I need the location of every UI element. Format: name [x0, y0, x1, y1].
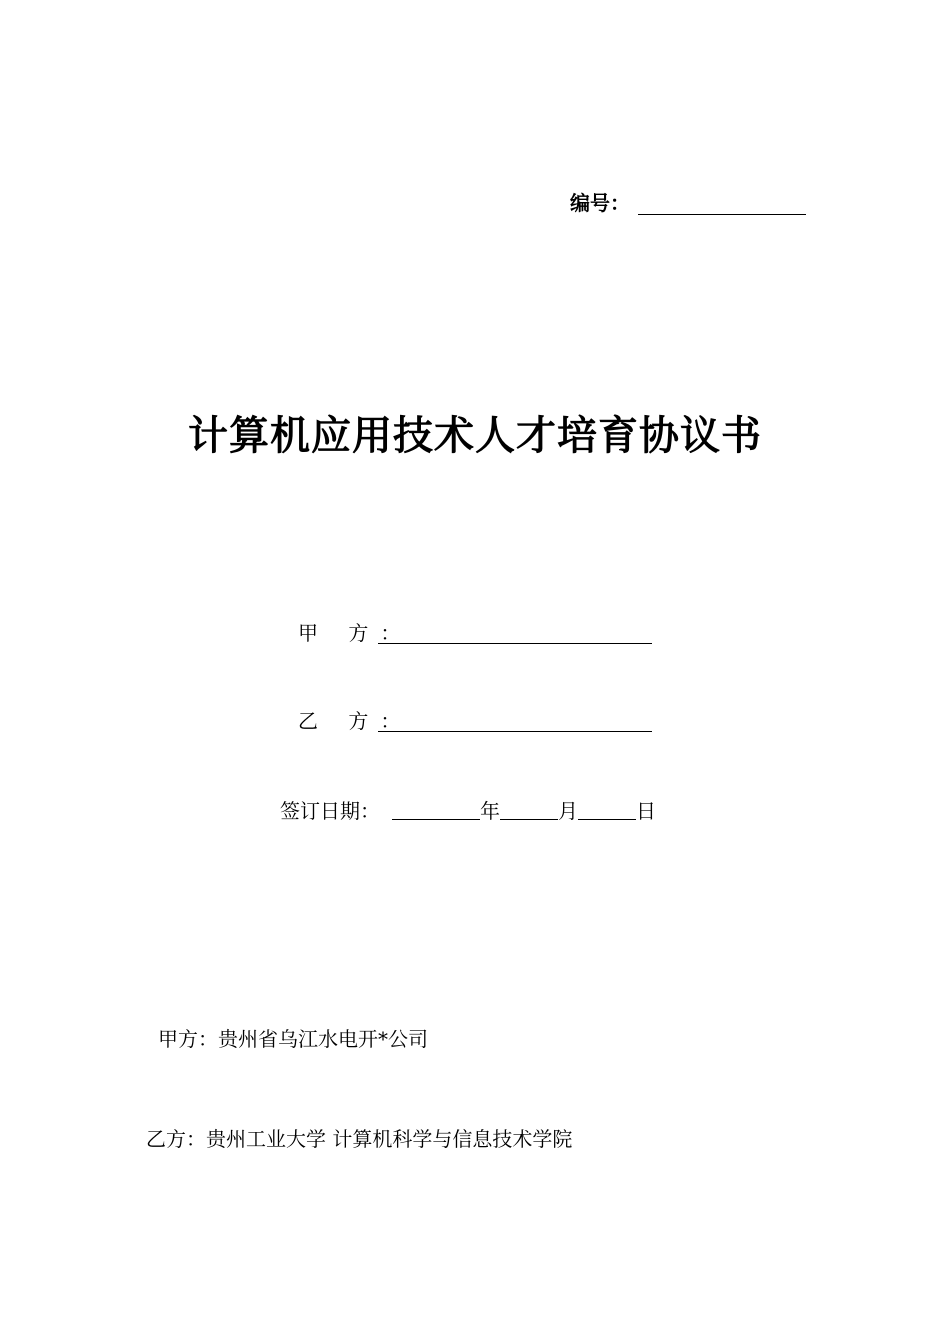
day-label: 日 [636, 799, 656, 823]
year-label: 年 [480, 799, 500, 823]
year-blank [392, 797, 480, 820]
sign-date-label: 签订日期： [280, 799, 380, 823]
party-a-label: 甲 方： [298, 621, 413, 645]
day-blank [578, 797, 636, 820]
party-b-detail: 乙方：贵州工业大学 计算机科学与信息技术学院 [146, 1127, 573, 1151]
party-b-label: 乙 方： [298, 709, 413, 733]
sign-date-row [280, 796, 656, 826]
party-a-detail: 甲方：贵州省乌江水电开*公司 [158, 1027, 428, 1051]
month-label: 月 [558, 799, 578, 823]
document-number-label: 编号： [570, 191, 630, 215]
party-a-blank [378, 643, 652, 644]
month-blank [500, 797, 558, 820]
document-title: 计算机应用技术人才培育协议书 [188, 413, 762, 459]
party-b-blank [378, 731, 652, 732]
document-number-blank [638, 214, 806, 215]
